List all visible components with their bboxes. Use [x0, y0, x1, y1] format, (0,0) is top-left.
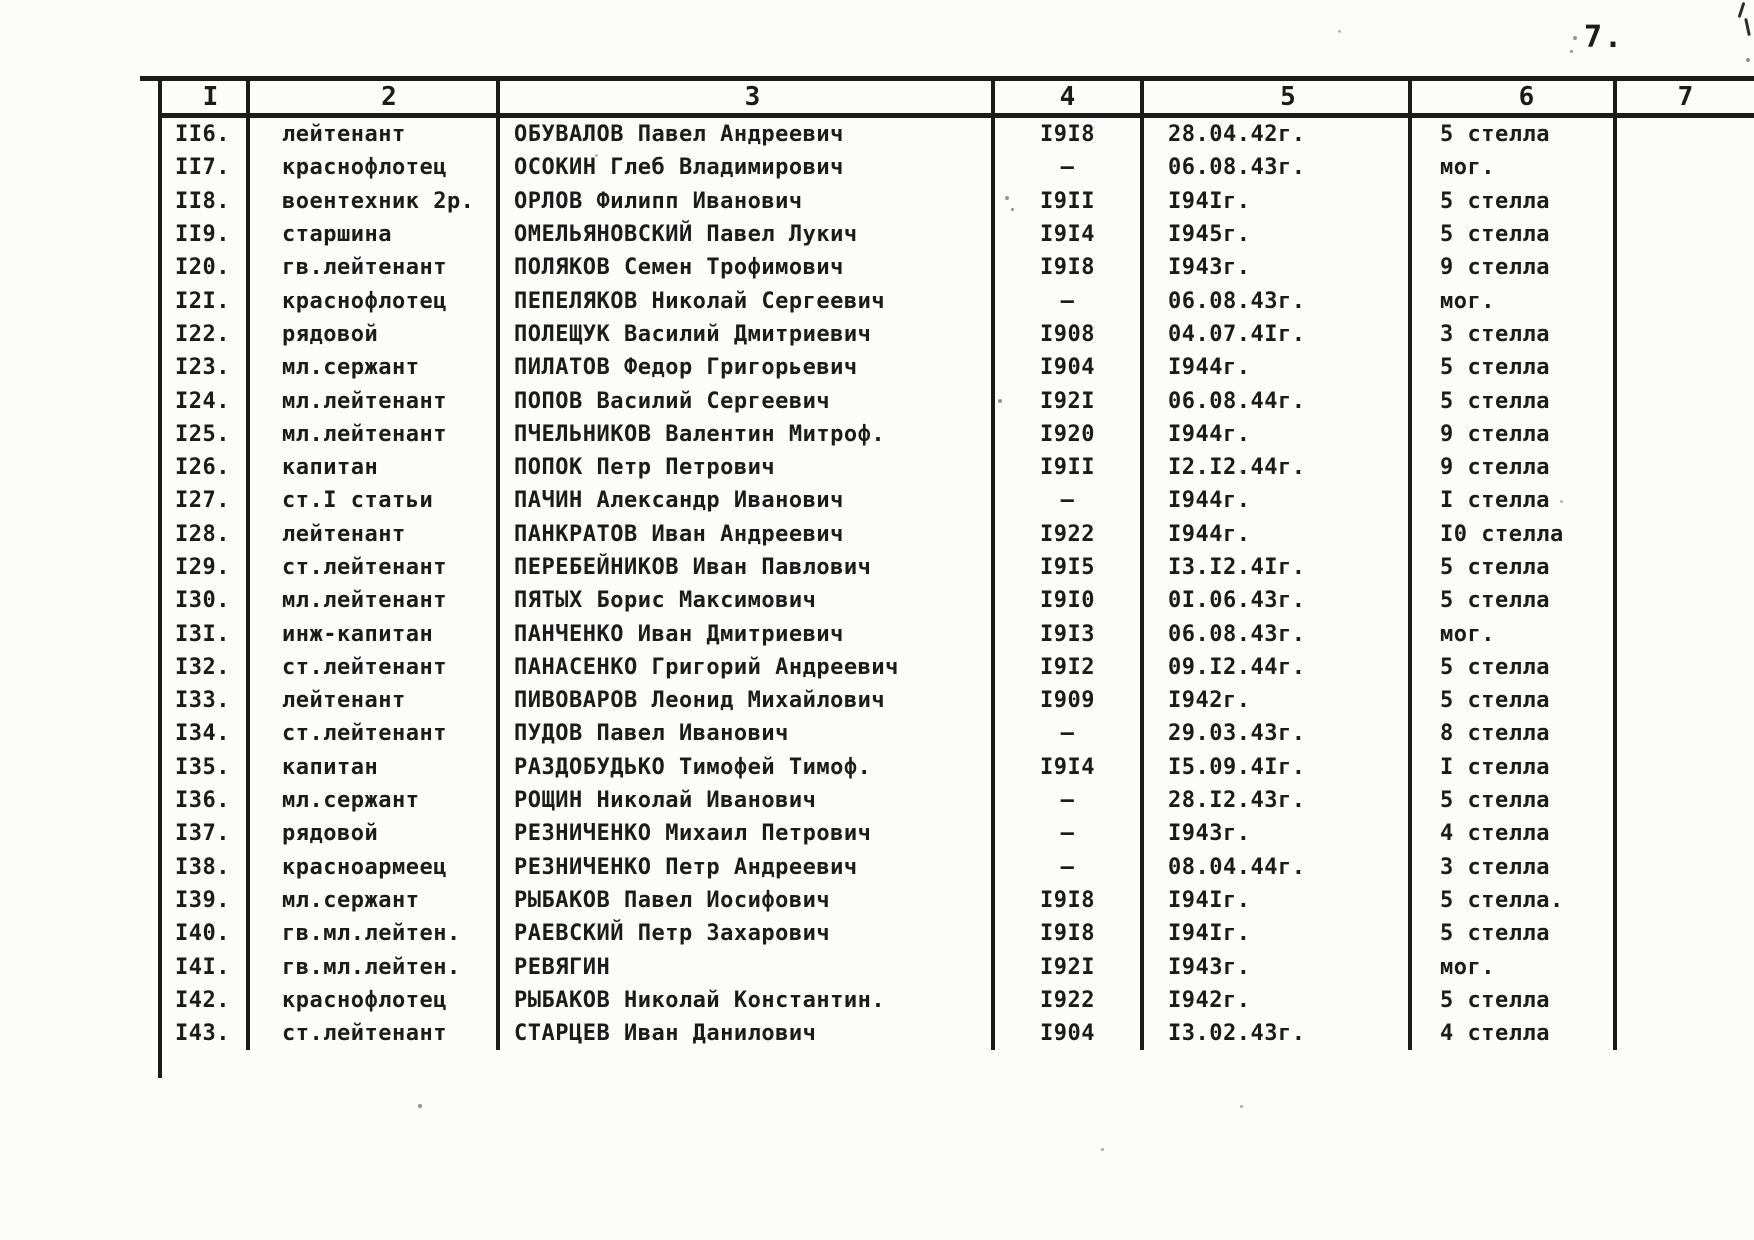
rank-cell: инж-капитан — [246, 617, 496, 650]
row-number-cell: I25. — [175, 421, 230, 447]
grave-cell: I стелла — [1408, 484, 1613, 517]
death-date-cell: I944г. — [1140, 518, 1408, 551]
grave-cell: мог. — [1408, 284, 1613, 317]
grave-cell: 4 стелла — [1408, 817, 1613, 850]
birth-year-cell: – — [991, 817, 1140, 850]
empty-cell — [1613, 717, 1754, 750]
death-date-cell: I942г. — [1140, 984, 1408, 1017]
rank-cell: лейтенант — [246, 518, 496, 551]
grave-cell: 5 стелла — [1408, 384, 1613, 417]
rank-cell: капитан — [246, 451, 496, 484]
row-number-cell: I36. — [175, 788, 230, 814]
table-row — [162, 717, 1754, 750]
personnel-table — [158, 76, 1754, 1078]
table-row — [162, 251, 1754, 284]
grave-cell: 5 стелла — [1408, 185, 1613, 218]
grave-cell: 5 стелла — [1408, 651, 1613, 684]
empty-cell — [1613, 451, 1754, 484]
table-row — [162, 917, 1754, 950]
birth-year-cell: I909 — [991, 684, 1140, 717]
empty-cell — [1613, 118, 1754, 151]
name-cell: ОБУВАЛОВ Павел Андреевич — [496, 118, 991, 151]
birth-year-cell: – — [991, 151, 1140, 184]
row-number-cell: II9. — [175, 222, 230, 248]
column-header-7: 7 — [1613, 81, 1754, 113]
name-cell: ПАНАСЕНКО Григорий Андреевич — [496, 651, 991, 684]
name-cell: РЫБАКОВ Павел Иосифович — [496, 884, 991, 917]
death-date-cell: I943г. — [1140, 251, 1408, 284]
empty-cell — [1613, 484, 1754, 517]
table-row — [162, 451, 1754, 484]
grave-cell: 5 стелла — [1408, 118, 1613, 151]
empty-cell — [1613, 551, 1754, 584]
scan-speck — [1101, 1148, 1104, 1151]
empty-cell — [1613, 851, 1754, 884]
column-header-4: 4 — [991, 81, 1140, 113]
page-number: 7. — [1584, 20, 1625, 55]
empty-cell — [1613, 218, 1754, 251]
row-number-cell: I26. — [175, 455, 230, 481]
rank-cell: краснофлотец — [246, 284, 496, 317]
birth-year-cell: I9I0 — [991, 584, 1140, 617]
death-date-cell: 28.I2.43г. — [1140, 784, 1408, 817]
table-row — [162, 218, 1754, 251]
death-date-cell: I942г. — [1140, 684, 1408, 717]
death-date-cell: 06.08.44г. — [1140, 384, 1408, 417]
birth-year-cell: I9I8 — [991, 884, 1140, 917]
grave-cell: 3 стелла — [1408, 318, 1613, 351]
grave-cell: 5 стелла — [1408, 784, 1613, 817]
rank-cell: гв.мл.лейтен. — [246, 917, 496, 950]
row-number-cell: I28. — [175, 521, 230, 547]
birth-year-cell: I9I4 — [991, 218, 1140, 251]
birth-year-cell: I920 — [991, 418, 1140, 451]
column-header-6: 6 — [1408, 81, 1613, 113]
rank-cell: краснофлотец — [246, 984, 496, 1017]
name-cell: ПЯТЫХ Борис Максимович — [496, 584, 991, 617]
death-date-cell: I3.02.43г. — [1140, 1017, 1408, 1050]
rank-cell: рядовой — [246, 318, 496, 351]
name-cell: ПЕРЕБЕЙНИКОВ Иван Павлович — [496, 551, 991, 584]
birth-year-cell: I9I2 — [991, 651, 1140, 684]
row-number-cell: I2I. — [175, 288, 230, 314]
row-number-cell: I3I. — [175, 621, 230, 647]
grave-cell: 5 стелла — [1408, 218, 1613, 251]
name-cell: ПУДОВ Павел Иванович — [496, 717, 991, 750]
empty-cell — [1613, 318, 1754, 351]
grave-cell: 9 стелла — [1408, 251, 1613, 284]
table-row — [162, 817, 1754, 850]
scan-speck — [1746, 58, 1750, 62]
rank-cell: воентехник 2р. — [246, 185, 496, 218]
death-date-cell: I943г. — [1140, 950, 1408, 983]
birth-year-cell: I904 — [991, 351, 1140, 384]
row-number-cell: I29. — [175, 555, 230, 580]
birth-year-cell: I92I — [991, 950, 1140, 983]
row-number-cell: I27. — [175, 488, 230, 514]
rank-cell: гв.мл.лейтен. — [246, 950, 496, 983]
handwritten-corner-mark — [1734, 2, 1754, 44]
name-cell: ОМЕЛЬЯНОВСКИЙ Павел Лукич — [496, 218, 991, 251]
rank-cell: мл.лейтенант — [246, 418, 496, 451]
table-header-row — [162, 81, 1754, 118]
name-cell: ПИЛАТОВ Федор Григорьевич — [496, 351, 991, 384]
birth-year-cell: I9I3 — [991, 617, 1140, 650]
name-cell: ПАНЧЕНКО Иван Дмитриевич — [496, 617, 991, 650]
birth-year-cell: I9I4 — [991, 751, 1140, 784]
empty-cell — [1613, 185, 1754, 218]
scan-speck — [1560, 500, 1563, 503]
empty-cell — [1613, 384, 1754, 417]
rank-cell: мл.сержант — [246, 351, 496, 384]
table-row — [162, 651, 1754, 684]
row-number-cell: I22. — [175, 321, 230, 347]
death-date-cell: 06.08.43г. — [1140, 284, 1408, 317]
grave-cell: 5 стелла. — [1408, 884, 1613, 917]
empty-cell — [1613, 651, 1754, 684]
empty-cell — [1613, 817, 1754, 850]
rank-cell: лейтенант — [246, 118, 496, 151]
row-number-cell: I33. — [175, 688, 230, 714]
name-cell: РОЩИН Николай Иванович — [496, 784, 991, 817]
scan-speck — [418, 1104, 422, 1108]
row-number-cell: I30. — [175, 588, 230, 614]
death-date-cell: 29.03.43г. — [1140, 717, 1408, 750]
empty-cell — [1613, 617, 1754, 650]
rank-cell: мл.сержант — [246, 784, 496, 817]
rank-cell: старшина — [246, 218, 496, 251]
death-date-cell: I2.I2.44г. — [1140, 451, 1408, 484]
table-row — [162, 151, 1754, 184]
table-row — [162, 418, 1754, 451]
table-row — [162, 118, 1754, 151]
empty-cell — [1613, 284, 1754, 317]
rank-cell: рядовой — [246, 817, 496, 850]
birth-year-cell: I9I8 — [991, 917, 1140, 950]
name-cell: ОРЛОВ Филипп Иванович — [496, 185, 991, 218]
row-number-cell: I24. — [175, 388, 230, 414]
death-date-cell: I94Iг. — [1140, 884, 1408, 917]
row-number-cell: II8. — [175, 188, 230, 214]
row-number-cell: I34. — [175, 721, 230, 747]
scan-speck — [1573, 36, 1577, 40]
rank-cell: краснофлотец — [246, 151, 496, 184]
empty-cell — [1613, 784, 1754, 817]
scan-speck — [998, 399, 1002, 403]
table-row — [162, 751, 1754, 784]
death-date-cell: I3.I2.4Iг. — [1140, 551, 1408, 584]
death-date-cell: 0I.06.43г. — [1140, 584, 1408, 617]
table-row — [162, 284, 1754, 317]
scan-speck — [1240, 470, 1243, 473]
name-cell: РАЕВСКИЙ Петр Захарович — [496, 917, 991, 950]
grave-cell: I0 стелла — [1408, 518, 1613, 551]
rank-cell: мл.сержант — [246, 884, 496, 917]
grave-cell: 5 стелла — [1408, 584, 1613, 617]
birth-year-cell: I9I8 — [991, 251, 1140, 284]
death-date-cell: I5.09.4Iг. — [1140, 751, 1408, 784]
grave-cell: мог. — [1408, 151, 1613, 184]
empty-cell — [1613, 751, 1754, 784]
row-number-cell: I43. — [175, 1021, 230, 1047]
name-cell: РЫБАКОВ Николай Константин. — [496, 984, 991, 1017]
empty-cell — [1613, 1017, 1754, 1050]
row-number-cell: II7. — [175, 155, 230, 181]
grave-cell: 5 стелла — [1408, 684, 1613, 717]
birth-year-cell: I9I5 — [991, 551, 1140, 584]
death-date-cell: 06.08.43г. — [1140, 617, 1408, 650]
rank-cell: мл.лейтенант — [246, 584, 496, 617]
death-date-cell: I94Iг. — [1140, 185, 1408, 218]
table-row — [162, 851, 1754, 884]
rank-cell: гв.лейтенант — [246, 251, 496, 284]
row-number-cell: I35. — [175, 754, 230, 780]
empty-cell — [1613, 917, 1754, 950]
death-date-cell: 28.04.42г. — [1140, 118, 1408, 151]
name-cell: ПАЧИН Александр Иванович — [496, 484, 991, 517]
name-cell: ПОЛЯКОВ Семен Трофимович — [496, 251, 991, 284]
grave-cell: 5 стелла — [1408, 984, 1613, 1017]
row-number-cell: I42. — [175, 987, 230, 1013]
rank-cell: мл.лейтенант — [246, 384, 496, 417]
death-date-cell: I943г. — [1140, 817, 1408, 850]
empty-cell — [1613, 518, 1754, 551]
name-cell: ПЧЕЛЬНИКОВ Валентин Митроф. — [496, 418, 991, 451]
empty-cell — [1613, 584, 1754, 617]
row-number-cell: I38. — [175, 854, 230, 880]
grave-cell: 9 стелла — [1408, 451, 1613, 484]
rank-cell: ст.лейтенант — [246, 551, 496, 584]
name-cell: ОСОКИН Глеб Владимирович — [496, 151, 991, 184]
empty-cell — [1613, 684, 1754, 717]
table-row — [162, 351, 1754, 384]
grave-cell: 5 стелла — [1408, 351, 1613, 384]
table-row — [162, 617, 1754, 650]
birth-year-cell: – — [991, 784, 1140, 817]
rank-cell: ст.лейтенант — [246, 651, 496, 684]
birth-year-cell: I92I — [991, 384, 1140, 417]
death-date-cell: 08.04.44г. — [1140, 851, 1408, 884]
name-cell: СТАРЦЕВ Иван Данилович — [496, 1017, 991, 1050]
row-number-cell: I23. — [175, 355, 230, 381]
birth-year-cell: – — [991, 484, 1140, 517]
rank-cell: капитан — [246, 751, 496, 784]
name-cell: ПОЛЕЩУК Василий Дмитриевич — [496, 318, 991, 351]
death-date-cell: I945г. — [1140, 218, 1408, 251]
table-body — [162, 118, 1754, 1050]
table-row — [162, 384, 1754, 417]
death-date-cell: 06.08.43г. — [1140, 151, 1408, 184]
name-cell: РЕЗНИЧЕНКО Михаил Петрович — [496, 817, 991, 850]
birth-year-cell: I922 — [991, 518, 1140, 551]
table-row — [162, 551, 1754, 584]
grave-cell: мог. — [1408, 617, 1613, 650]
death-date-cell: I944г. — [1140, 418, 1408, 451]
death-date-cell: I944г. — [1140, 351, 1408, 384]
row-number-cell: I20. — [175, 255, 230, 281]
scan-speck — [1005, 196, 1009, 200]
empty-cell — [1613, 984, 1754, 1017]
table-row — [162, 884, 1754, 917]
column-header-5: 5 — [1140, 81, 1408, 113]
empty-cell — [1613, 251, 1754, 284]
grave-cell: мог. — [1408, 950, 1613, 983]
empty-cell — [1613, 351, 1754, 384]
birth-year-cell: I908 — [991, 318, 1140, 351]
table-row — [162, 518, 1754, 551]
row-number-cell: I39. — [175, 887, 230, 913]
row-number-cell: II6. — [175, 122, 230, 148]
rank-cell: красноармеец — [246, 851, 496, 884]
grave-cell: 5 стелла — [1408, 917, 1613, 950]
death-date-cell: I944г. — [1140, 484, 1408, 517]
name-cell: РЕВЯГИН — [496, 950, 991, 983]
empty-cell — [1613, 418, 1754, 451]
rank-cell: ст.лейтенант — [246, 717, 496, 750]
empty-cell — [1613, 884, 1754, 917]
death-date-cell: I94Iг. — [1140, 917, 1408, 950]
grave-cell: 3 стелла — [1408, 851, 1613, 884]
grave-cell: 9 стелла — [1408, 418, 1613, 451]
birth-year-cell: I904 — [991, 1017, 1140, 1050]
name-cell: ПИВОВАРОВ Леонид Михайлович — [496, 684, 991, 717]
table-row — [162, 984, 1754, 1017]
birth-year-cell: I9II — [991, 185, 1140, 218]
table-row — [162, 584, 1754, 617]
empty-cell — [1613, 950, 1754, 983]
scan-speck — [1240, 1105, 1243, 1108]
birth-year-cell: I9I8 — [991, 118, 1140, 151]
grave-cell: 5 стелла — [1408, 551, 1613, 584]
name-cell: РАЗДОБУДЬКО Тимофей Тимоф. — [496, 751, 991, 784]
row-number-cell: I4I. — [175, 954, 230, 980]
column-header-2: 2 — [246, 81, 496, 113]
name-cell: ПОПОК Петр Петрович — [496, 451, 991, 484]
table-row — [162, 185, 1754, 218]
row-number-cell: I32. — [175, 654, 230, 680]
row-number-cell: I37. — [175, 821, 230, 847]
birth-year-cell: – — [991, 284, 1140, 317]
table-row — [162, 684, 1754, 717]
death-date-cell: 04.07.4Iг. — [1140, 318, 1408, 351]
death-date-cell: 09.I2.44г. — [1140, 651, 1408, 684]
table-row — [162, 1017, 1754, 1050]
column-header-1: I — [202, 82, 219, 112]
rank-cell: лейтенант — [246, 684, 496, 717]
scan-speck — [595, 154, 598, 157]
scan-speck — [1011, 208, 1014, 211]
name-cell: ПОПОВ Василий Сергеевич — [496, 384, 991, 417]
table-row — [162, 950, 1754, 983]
table-row — [162, 484, 1754, 517]
birth-year-cell: I922 — [991, 984, 1140, 1017]
birth-year-cell: – — [991, 851, 1140, 884]
name-cell: РЕЗНИЧЕНКО Петр Андреевич — [496, 851, 991, 884]
grave-cell: 8 стелла — [1408, 717, 1613, 750]
row-number-cell: I40. — [175, 921, 230, 947]
name-cell: ПЕПЕЛЯКОВ Николай Сергеевич — [496, 284, 991, 317]
rank-cell: ст.лейтенант — [246, 1017, 496, 1050]
scan-speck — [1570, 50, 1573, 53]
name-cell: ПАНКРАТОВ Иван Андреевич — [496, 518, 991, 551]
grave-cell: 4 стелла — [1408, 1017, 1613, 1050]
birth-year-cell: – — [991, 717, 1140, 750]
empty-cell — [1613, 151, 1754, 184]
table-row — [162, 784, 1754, 817]
rank-cell: ст.I статьи — [246, 484, 496, 517]
table-row — [162, 318, 1754, 351]
column-header-3: 3 — [496, 81, 991, 113]
birth-year-cell: I9II — [991, 451, 1140, 484]
grave-cell: I стелла — [1408, 751, 1613, 784]
scan-speck — [1338, 30, 1341, 33]
